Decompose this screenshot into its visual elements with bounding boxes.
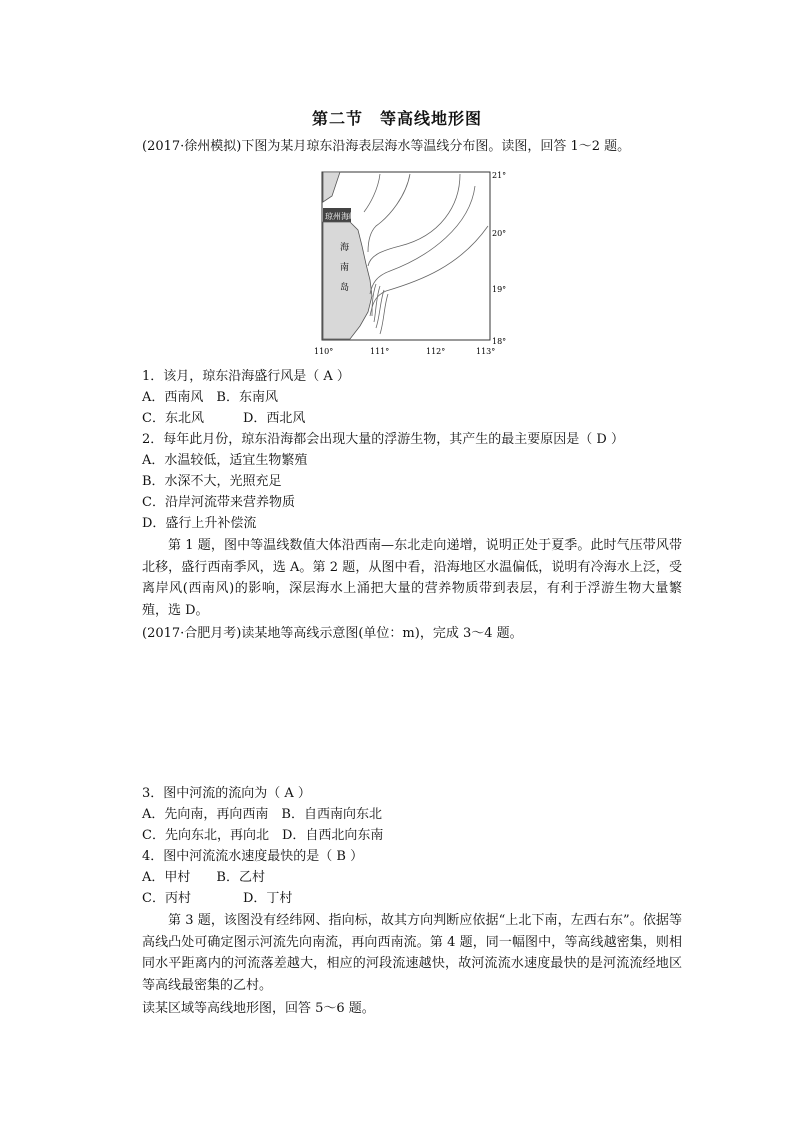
q2-option-a: A．水温较低，适宜生物繁殖 — [142, 453, 308, 468]
q4-stem: 4．图中河流流水速度最快的是（ B ） — [142, 849, 364, 864]
lon-label-110: 110° — [314, 347, 334, 356]
strait-label: 琼州海峡 — [325, 212, 357, 221]
explanation-q3-4: 第 3 题，该图没有经纬网、指向标，故其方向判断应依据“上北下南，左西右东”。依据等高线凸处可确定图示河流先向南流，再向西南流。第 4 题，同一幅图中，等高线越密集，则相同水平距离内的河流落差越大，相应的河段流速越快，故河流流水速度最快的是河流流经地区等高线最密集的乙村。 — [142, 913, 682, 993]
island-label-3: 岛 — [340, 283, 350, 293]
lat-label-20: 20° — [492, 229, 507, 238]
q4-options-ab: A．甲村 B．乙村 — [142, 870, 265, 885]
island-label-1: 海 — [340, 243, 350, 253]
q2-option-b: B．水深不大，光照充足 — [142, 474, 282, 489]
q3-options-cd: C．先向东北，再向北 D．自西北向东南 — [142, 828, 384, 843]
q4-options-cd: C．丙村 D．丁村 — [142, 891, 293, 906]
island-label-2: 南 — [340, 263, 350, 273]
lat-label-21: 21° — [492, 171, 507, 180]
lon-label-112: 112° — [426, 347, 446, 356]
intro-q5-6: 读某区域等高线地形图，回答 5～6 题。 — [142, 1001, 375, 1016]
q2-option-c: C．沿岸河流带来营养物质 — [142, 495, 295, 510]
intro-q1-2: (2017·徐州模拟)下图为某月琼东沿海表层海水等温线分布图。读图，回答 1～2 题。 — [142, 139, 631, 154]
section-title: 第二节 等高线地形图 — [311, 109, 482, 128]
lon-label-113: 113° — [476, 347, 496, 356]
lon-label-111: 111° — [370, 347, 390, 356]
intro-q3-4: (2017·合肥月考)读某地等高线示意图(单位：m)，完成 3～4 题。 — [142, 626, 523, 641]
q1-options-ab: A．西南风 B．东南风 — [142, 390, 278, 405]
q3-stem: 3．图中河流的流向为（ A ） — [142, 786, 311, 801]
isotherm-map-figure — [310, 166, 510, 358]
q3-options-ab: A．先向南，再向西南 B．自西南向东北 — [142, 807, 382, 822]
q1-options-cd: C．东北风 D．西北风 — [142, 411, 306, 426]
q2-stem: 2．每年此月份，琼东沿海都会出现大量的浮游生物，其产生的最主要原因是（ D ） — [142, 432, 624, 447]
lat-label-19: 19° — [492, 285, 507, 294]
q1-stem: 1．该月，琼东沿海盛行风是（ A ） — [142, 369, 350, 384]
q2-option-d: D．盛行上升补偿流 — [142, 516, 257, 531]
lat-label-18: 18° — [492, 337, 507, 346]
explanation-q1-2: 第 1 题，图中等温线数值大体沿西南—东北走向递增，说明正处于夏季。此时气压带风带北移，盛行西南季风，选 A。第 2 题，从图中看，沿海地区水温偏低，说明有冷海水上泛，受离岸风(西南风)的影响，深层海水上涌把大量的营养物质带到表层，有利于浮游生物大量繁殖，选 D。 — [142, 538, 682, 618]
